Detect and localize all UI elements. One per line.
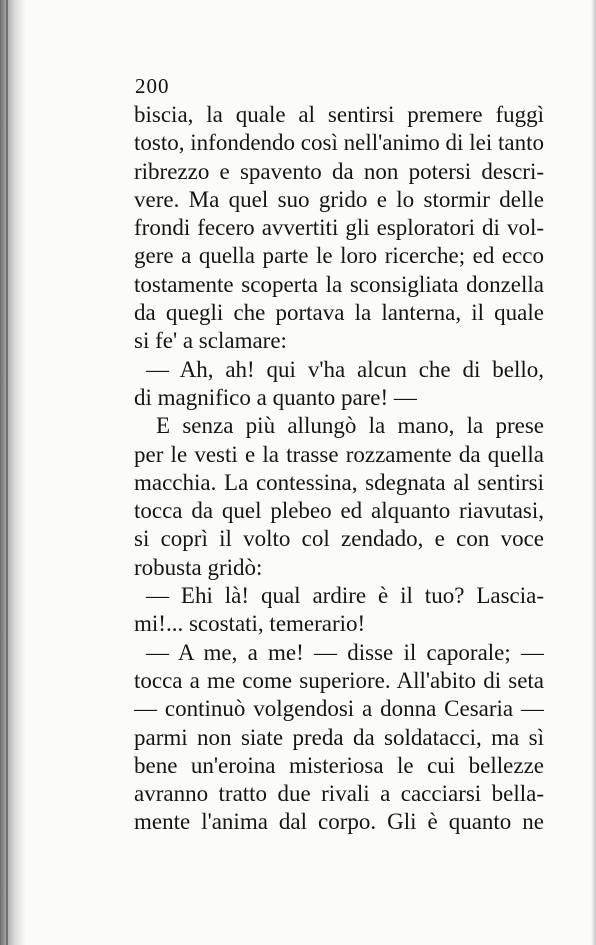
text-line: ribrezzo e spavento da non potersi descri-	[134, 158, 544, 184]
text-line: tocca a me come superiore. All'abito di seta	[134, 667, 544, 693]
binding-gutter-line	[6, 0, 8, 945]
text-line: mente l'anima dal corpo. Gli è quanto ne	[134, 809, 544, 835]
dialogue-line: — A me, a me! — disse il caporale; —	[146, 639, 544, 665]
page-number: 200	[135, 74, 170, 98]
text-line: si fe' a sclamare:	[134, 328, 287, 354]
text-line: da quegli che portava la lanterna, il quale	[134, 300, 544, 326]
body-text	[134, 101, 544, 837]
page-edge	[591, 0, 596, 945]
text-line: bene un'eroina misteriosa le cui bellezze	[134, 752, 544, 778]
text-line: E senza più allungò la mano, la prese	[156, 413, 544, 439]
text-line: si coprì il volto col zendado, e con voce	[134, 526, 544, 552]
text-line: biscia, la quale al sentirsi premere fuggì	[134, 102, 544, 127]
dialogue-line: di magnifico a quanto pare! —	[134, 384, 417, 410]
text-line: robusta gridò:	[134, 554, 263, 580]
binding-gutter-shadow	[0, 0, 26, 945]
dialogue-line: — Ehi là! qual ardire è il tuo? Lascia-	[146, 583, 544, 609]
text-line: tostamente scoperta la sconsigliata donzella	[134, 271, 544, 297]
text-line: vere. Ma quel suo grido e lo stormir delle	[134, 186, 544, 212]
text-line: per le vesti e la trasse rozzamente da quella	[134, 441, 544, 467]
text-line: parmi non siate preda da soldatacci, ma sì	[134, 724, 544, 750]
text-line: gere a quella parte le loro ricerche; ed ecco	[134, 243, 544, 269]
text-line: frondi fecero avvertiti gli esploratori di vol-	[134, 215, 544, 241]
text-line: — continuò volgendosi a donna Cesaria —	[134, 696, 544, 722]
text-line: macchia. La contessina, sdegnata al sentirsi	[134, 469, 544, 495]
dialogue-line: — Ah, ah! qui v'ha alcun che di bello,	[146, 356, 544, 382]
text-line: tocca da quel plebeo ed alquanto riavutasi,	[134, 498, 544, 524]
dialogue-line: mi!... scostati, temerario!	[134, 611, 366, 637]
text-line: avranno tratto due rivali a cacciarsi bella-	[134, 781, 544, 807]
text-line: tosto, infondendo così nell'animo di lei tanto	[134, 130, 544, 156]
